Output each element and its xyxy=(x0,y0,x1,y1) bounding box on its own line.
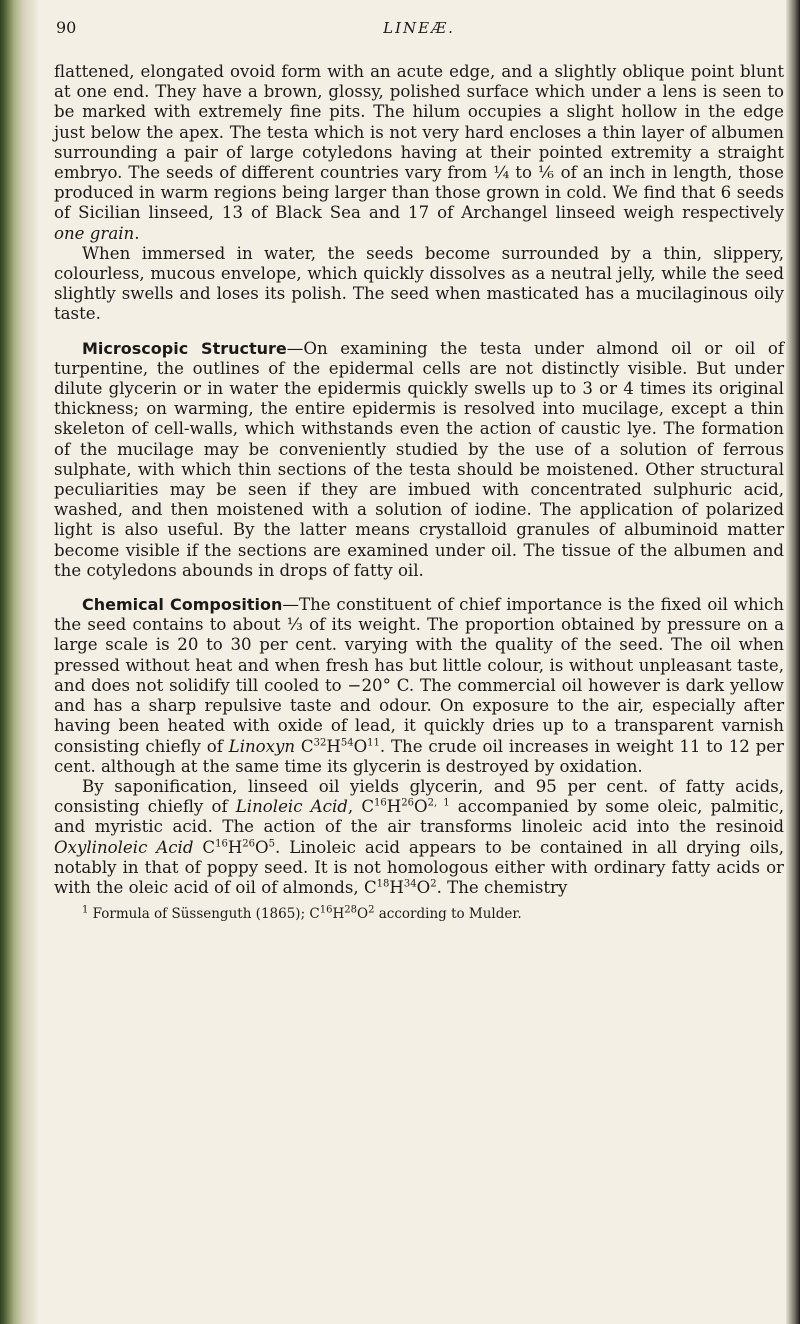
formula-oxylinoleic-acid: $C^{16}H^{26}O^5$ xyxy=(193,837,276,857)
paragraph-seed-description: flattened, elongated ovoid form with an acute edge, and a slightly oblique point blunt at one end. They have a brown, glossy, polished surface which under a lens is seen to be marked with extremely fine pits. The hilum occupies a slight hollow in the edge just below the apex. The testa which is not very hard encloses a thin layer of albumen surrounding a pair of large cotyledons having at their pointed extremity a straight embryo. The seeds of different countries vary from ¼ to ⅙ of an inch in length, those produced in warm regions being larger than those grown in cold. We find that 6 seeds of Sicilian linseed, 13 of Black Sea and 17 of Archangel linseed weigh respectively one grain. xyxy=(54,62,784,243)
page-content xyxy=(54,14,784,923)
formula-linoxyn: $C^{32}H^{54}O^{11}$ xyxy=(300,736,380,756)
paragraph-saponification: By saponification, linseed oil yields glycerin, and 95 per cent. of fatty acids, consisting chiefly of Linoleic Acid, $C^{16}H^{26}O^{2, 1}$ accompanied by some oleic, palmitic, and myristic acid. The action of the air transforms linoleic acid into the resinoid Oxylinoleic Acid $C^{16}H^{26}O^5$. Linoleic acid appears to be contained in all drying oils, notably in that of poppy seed. It is not homologous either with ordinary fatty acids or with the oleic acid of oil of almonds, $C^{18}H^{34}O^2$. The chemistry xyxy=(54,776,784,897)
running-title: LINEÆ. xyxy=(383,19,455,37)
footnote-mark: 1 xyxy=(82,904,89,916)
section-chemical-composition: Chemical Composition—The constituent of chief importance is the fixed oil which the seed contains to about ⅓ of its weight. The proportion obtained by pressure on a large scale is 20 to 30 per cent. varying with the quality of the seed. The oil when pressed without heat and when fresh has but little colour, is without unpleasant taste, and does not solidify till cooled to −20° C. The commercial oil however is dark yellow and has a sharp repulsive taste and odour. On exposure to the air, especially after having been heated with oxide of lead, it quickly dries up to a transparent varnish consisting chiefly of Linoxyn $C^{32}H^{54}O^{11}$. The crude oil increases in weight 11 to 12 per cent. although at the same time its glycerin is destroyed by oxidation. xyxy=(54,595,784,776)
page-binding-edge xyxy=(0,0,38,1324)
heading-microscopic-structure: Microscopic Structure xyxy=(82,338,287,358)
term-linoleic-acid: Linoleic Acid xyxy=(235,797,348,817)
section-microscopic-structure: Microscopic Structure—On examining the testa under almond oil or oil of turpentine, the outlines of the epidermal cells are not distinctly visible. But under dilute glycerin or in water the epidermis quickly swells up to 3 or 4 times its original thickness; on warming, the entire epidermis is resolved into mucilage, except a thin skeleton of cell-walls, which withstands even the action of caustic lye. The formation of the mucilage may be conveniently studied by the use of a solution of ferrous sulphate, with which thin sections of the testa should be moistened. Other structural peculiarities may be seen if they are imbued with concentrated sulphuric acid, washed, and then moistened with a solution of iodine. The application of polarized light is also useful. By the latter means crystalloid granules of albuminoid matter become visible if the sections are examined under oil. The tissue of the albumen and the cotyledons abounds in drops of fatty oil. xyxy=(54,338,785,580)
page-right-edge xyxy=(786,0,800,1324)
paragraph-immersion: When immersed in water, the seeds become surrounded by a thin, slippery, colourless, mucous envelope, which quickly dissolves as a neutral jelly, while the seed slightly swells and loses its polish. The seed when masticated has a mucilaginous oily taste. xyxy=(54,243,784,324)
footnote: $^1$ Formula of Süssenguth (1865); $C^{16}H^{28}O^2$ according to Mulder. xyxy=(82,904,522,923)
heading-chemical-composition: Chemical Composition xyxy=(82,595,283,615)
formula-linoleic-acid: , $C^{16}H^{26}O^2$ xyxy=(347,797,434,817)
term-oxylinoleic-acid: Oxylinoleic Acid xyxy=(54,837,194,857)
footnote-reference[interactable]: , 1 xyxy=(433,797,450,809)
page-number: 90 xyxy=(56,18,77,37)
page-header xyxy=(54,14,784,44)
term-linoxyn: Linoxyn xyxy=(228,736,296,756)
